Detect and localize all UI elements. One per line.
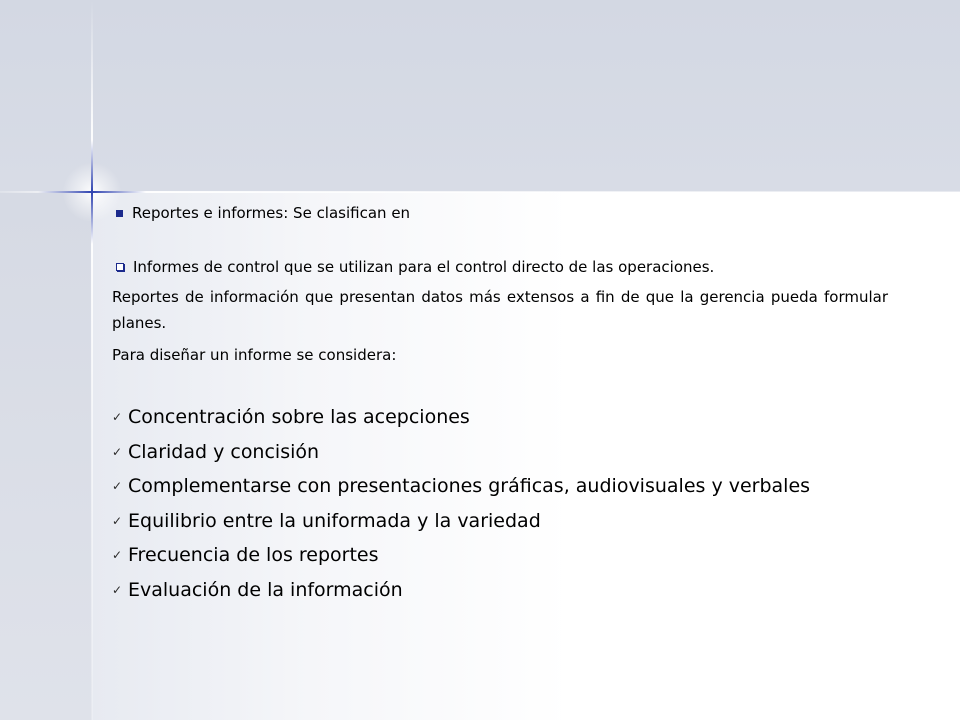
sub-bullet-text: Informes de control que se utilizan para el control directo de las operaciones. (133, 258, 715, 276)
list-item (112, 469, 888, 504)
list-item-label: Claridad y concisión (128, 440, 320, 463)
list-item (112, 400, 888, 435)
list-item (112, 538, 888, 573)
info-paragraph: Reportes de información que presentan datos más extensos a fin de que la gerencia pueda formular planes. (112, 288, 888, 332)
left-band (0, 192, 92, 720)
list-item (112, 504, 888, 539)
checkmark-icon: ✓ (112, 582, 123, 597)
consider-text: Para diseñar un informe se considera: (112, 346, 397, 364)
star-horizontal-ray (38, 191, 146, 193)
square-bullet-icon (116, 210, 123, 217)
vertical-divider (91, 0, 93, 720)
list-item-label: Frecuencia de los reportes (128, 544, 379, 566)
list-item-label: Equilibrio entre la uniformada y la variedad (128, 509, 541, 532)
bullet-heading: Reportes e informes: Se clasifican en (132, 204, 411, 222)
list-item (112, 435, 888, 470)
checkmark-icon: ✓ (112, 548, 123, 562)
sub-bullet-row (112, 256, 888, 278)
list-item (112, 573, 888, 608)
checkmark-icon: ✓ (112, 479, 123, 493)
header-band (0, 0, 960, 192)
bullet-heading-row (112, 202, 888, 224)
checkmark-icon: ✓ (112, 513, 123, 528)
slide-body (112, 200, 888, 607)
hollow-square-bullet-icon (116, 263, 124, 271)
checklist (112, 400, 888, 607)
list-item-label: Evaluación de la información (128, 578, 403, 601)
checkmark-icon: ✓ (112, 410, 123, 424)
list-item-label: Concentración sobre las acepciones (128, 406, 470, 428)
checkmark-icon: ✓ (112, 444, 123, 459)
list-item-label: Complementarse con presentaciones gráficas, audiovisuales y verbales (128, 475, 811, 497)
